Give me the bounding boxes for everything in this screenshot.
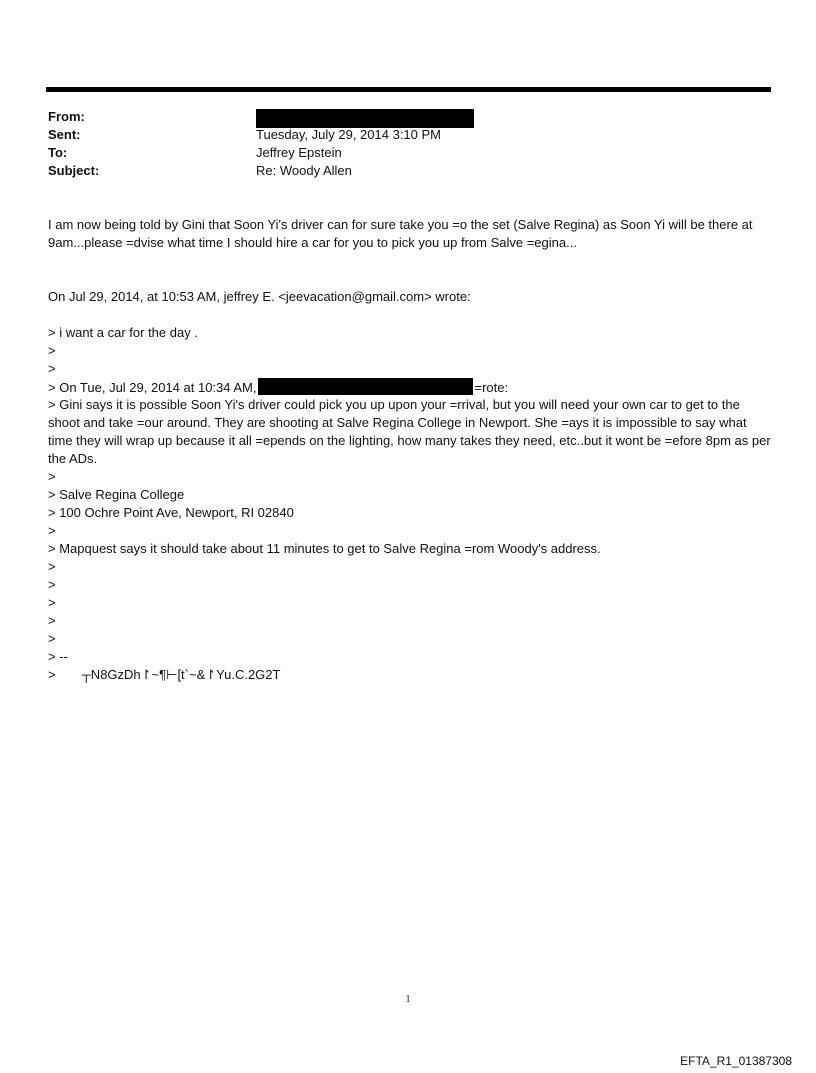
quote-marker: > xyxy=(48,595,56,610)
from-row xyxy=(48,108,748,126)
sent-label: Sent: xyxy=(48,127,81,142)
quote-marker: > xyxy=(48,361,56,376)
quoted-line: > i want a car for the day . xyxy=(48,325,198,340)
quote-marker: > xyxy=(48,469,56,484)
quote-marker: > xyxy=(48,631,56,646)
signature-line xyxy=(48,666,773,684)
quoted-message xyxy=(48,324,773,684)
quote-marker: > xyxy=(48,523,56,538)
quote-marker: > xyxy=(48,343,56,358)
subject-value: Re: Woody Allen xyxy=(256,163,352,178)
message-body xyxy=(48,216,773,252)
quote-marker: > xyxy=(48,613,56,628)
address-line-2: > 100 Ochre Point Ave, Newport, RI 02840 xyxy=(48,505,294,520)
sent-row xyxy=(48,126,748,144)
quoted-attribution xyxy=(48,378,773,396)
reply-attribution: On Jul 29, 2014, at 10:53 AM, jeffrey E. <jeevacation@gmail.com> wrote: xyxy=(48,289,471,304)
to-value: Jeffrey Epstein xyxy=(256,145,342,160)
quoted-attribution-prefix: > On Tue, Jul 29, 2014 at 10:34 AM, xyxy=(48,380,257,395)
signature-text: ┬N8GzDh↾~¶⊢[t`~&↾Yu.C.2G2T xyxy=(81,667,281,682)
page-number: 1 xyxy=(405,994,411,1005)
subject-row xyxy=(48,162,748,180)
subject-label: Subject: xyxy=(48,163,100,178)
address-line-1: > Salve Regina College xyxy=(48,487,185,502)
mapquest-line: > Mapquest says it should take about 11 minutes to get to Salve Regina =rom Woody's address. xyxy=(48,541,601,556)
quoted-paragraph: > Gini says it is possible Soon Yi's driver could pick you up upon your =rrival, but you will need your own car to get to the shoot and take =our around. They are shooting at Salve Regina College in Newport. She =ays it is impossible to say what time they will wrap up because it all =epends on the lighting, how many takes they need, etc..but it wont be =efore 8pm as per the ADs. xyxy=(48,397,771,466)
redacted-sender-block xyxy=(258,378,473,395)
body-paragraph: I am now being told by Gini that Soon Yi's driver can for sure take you =o the set (Salve Regina) as Soon Yi will be there at 9am...please =dvise what time I should hire a car for you to pick you up from Salve =egina... xyxy=(48,217,753,250)
header-divider xyxy=(46,87,771,92)
quoted-attribution-suffix: =rote: xyxy=(474,380,509,395)
document-id: EFTA_R1_01387308 xyxy=(680,1054,792,1068)
quote-marker: > xyxy=(48,577,56,592)
to-label: To: xyxy=(48,145,68,160)
from-label: From: xyxy=(48,109,85,124)
signature-dash: > -- xyxy=(48,649,68,664)
sent-value: Tuesday, July 29, 2014 3:10 PM xyxy=(256,127,441,142)
signature-marker: > xyxy=(48,667,56,682)
reply-attribution-block xyxy=(48,288,773,306)
to-row xyxy=(48,144,748,162)
quote-marker: > xyxy=(48,559,56,574)
